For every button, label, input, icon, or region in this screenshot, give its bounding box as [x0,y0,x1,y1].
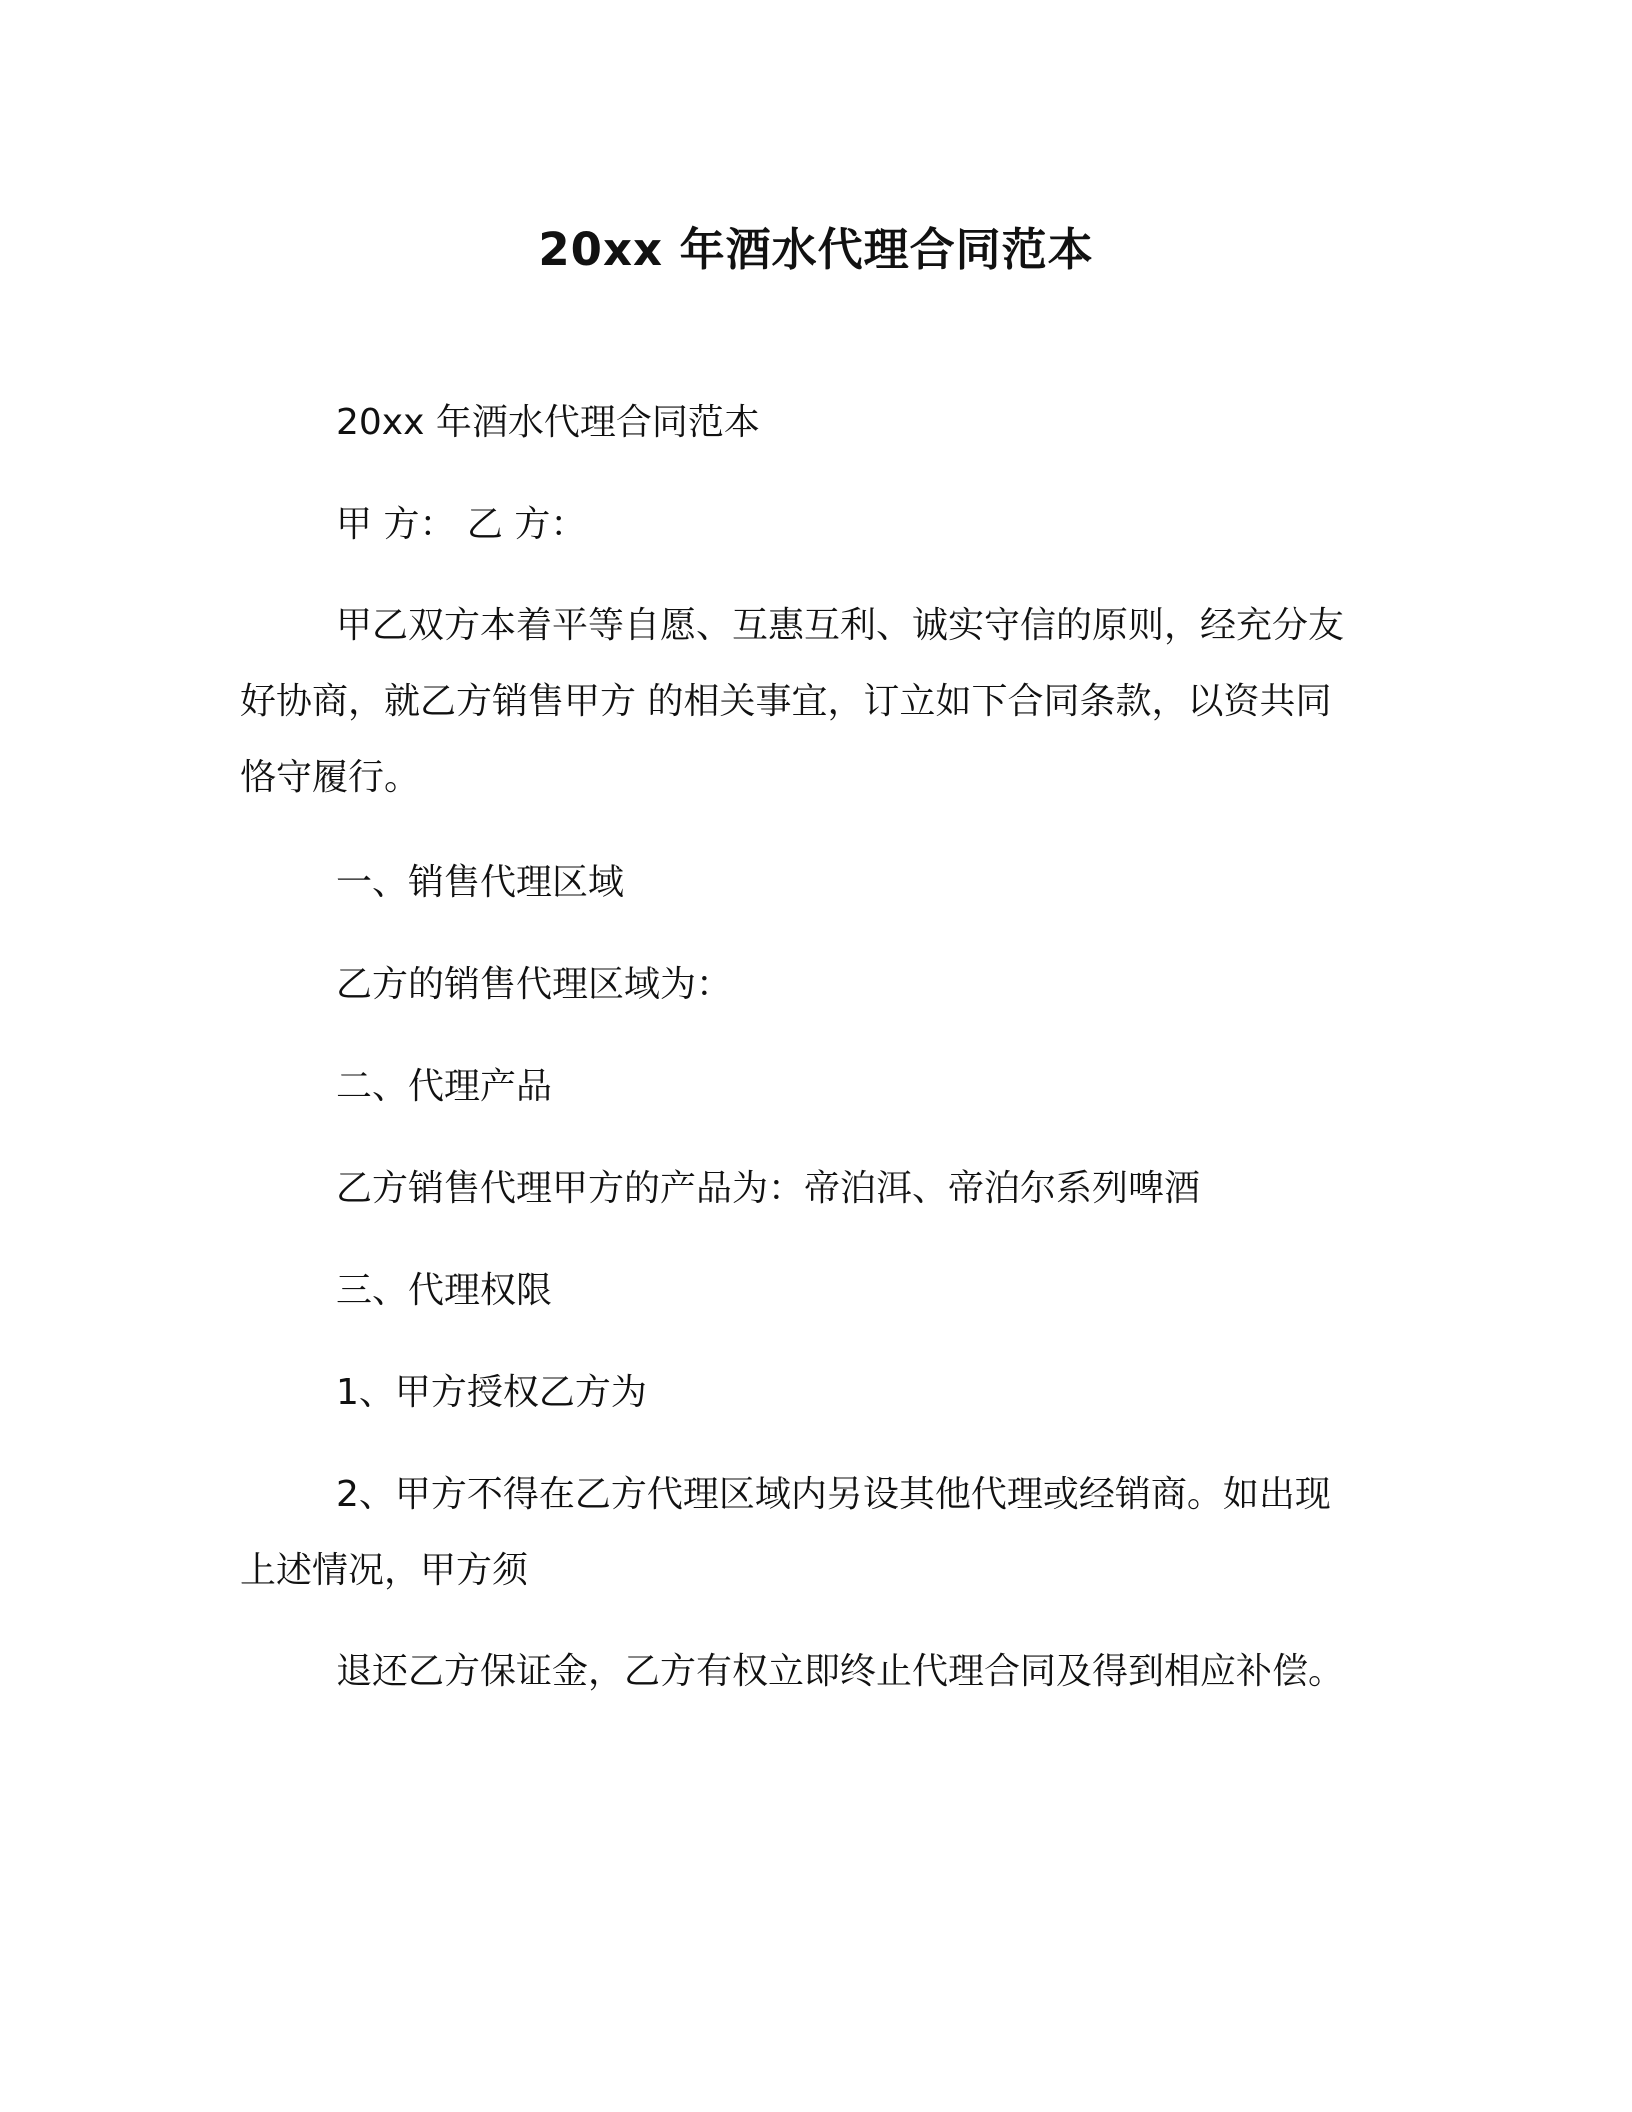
paragraph-products [240,1151,1390,1227]
paragraph-line: 恪守履行。 [240,757,421,798]
paragraph-refund [240,1634,1390,1710]
paragraph-parties [240,487,1390,563]
paragraph-line: 乙方销售代理甲方的产品为：帝泊洱、帝泊尔系列啤酒 [336,1168,1201,1209]
paragraph-line: 1、甲方授权乙方为 [336,1372,647,1413]
paragraph-line: 二、代理产品 [336,1066,553,1107]
paragraph-line: 20xx 年酒水代理合同范本 [336,402,760,443]
document-title: 20xx 年酒水代理合同范本 [538,223,1094,276]
paragraph-subtitle [240,385,1390,461]
paragraph-line: 三、代理权限 [336,1270,553,1311]
paragraph-preamble [240,588,1390,816]
paragraph-line: 乙方的销售代理区域为： [336,964,733,1005]
section-heading-authority [240,1253,1390,1329]
paragraph-line: 甲 方： 乙 方： [336,504,587,545]
clause-2 [240,1457,1390,1609]
section-heading-sales-region [240,845,1390,921]
clause-1 [240,1355,1390,1431]
paragraph-line: 退还乙方保证金，乙方有权立即终止代理合同及得到相应补偿。 [336,1651,1345,1692]
paragraph-line: 上述情况，甲方须 [240,1550,529,1591]
paragraph-line: 一、销售代理区域 [336,862,625,903]
paragraph-line: 甲乙双方本着平等自愿、互惠互利、诚实守信的原则，经充分友 [336,605,1345,646]
section-heading-products [240,1049,1390,1125]
paragraph-line: 2、甲方不得在乙方代理区域内另设其他代理或经销商。如出现 [336,1474,1331,1515]
paragraph-line: 好协商，就乙方销售甲方 的相关事宜，订立如下合同条款，以资共同 [240,681,1332,722]
paragraph-sales-region [240,947,1390,1023]
